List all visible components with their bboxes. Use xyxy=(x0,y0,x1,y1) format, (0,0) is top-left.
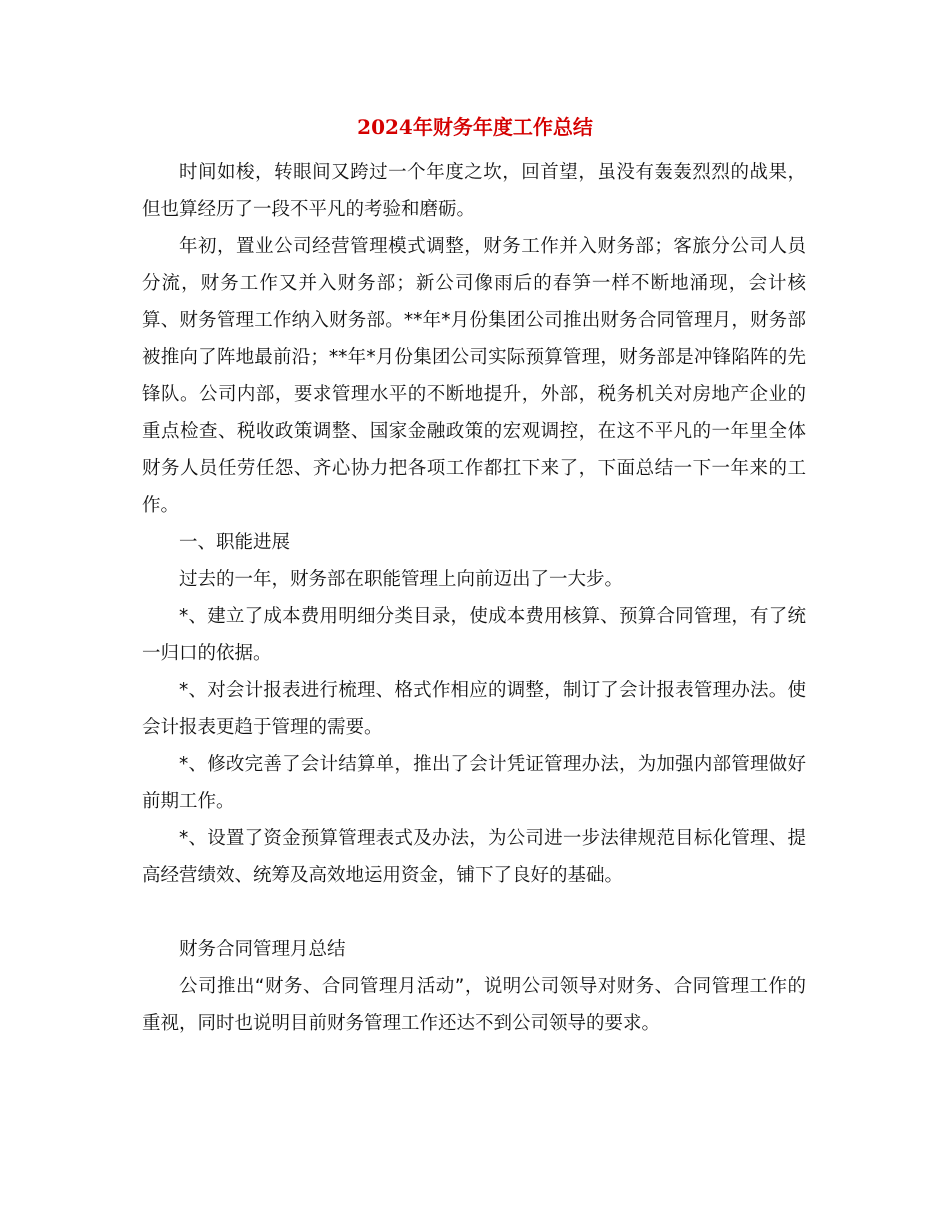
paragraph-overview: 年初，置业公司经营管理模式调整，财务工作并入财务部；客旅分公司人员分流，财务工作又并入财务部；新公司像雨后的春笋一样不断地涌现，会计核算、财务管理工作纳入财务部。**年*月份集团公司推出财务合同管理月，财务部被推向了阵地最前沿；**年*月份集团公司实际预算管理，财务部是冲锋陷阵的先锋队。公司内部，要求管理水平的不断地提升，外部，税务机关对房地产企业的重点检查、税收政策调整、国家金融政策的宏观调控，在这不平凡的一年里全体财务人员任劳任怨、齐心协力把各项工作都扛下来了，下面总结一下一年来的工作。 xyxy=(142,236,806,516)
document-title: 2024年财务年度工作总结 xyxy=(357,115,593,139)
section-heading-function-progress: 一、职能进展 xyxy=(179,532,291,553)
paragraph-contract-month: 公司推出“财务、合同管理月活动”，说明公司领导对财务、合同管理工作的重视，同时也说明目前财务管理工作还达不到公司领导的要求。 xyxy=(142,976,806,1034)
list-item-report-format: *、对会计报表进行梳理、格式作相应的调整，制订了会计报表管理办法。使会计报表更趋于管理的需要。 xyxy=(142,680,806,738)
list-item-cost-catalog: *、建立了成本费用明细分类目录，使成本费用核算、预算合同管理，有了统一归口的依据。 xyxy=(142,606,806,664)
paragraph-intro: 时间如梭，转眼间又跨过一个年度之坎，回首望，虽没有轰轰烈烈的战果，但也算经历了一段不平凡的考验和磨砺。 xyxy=(142,162,806,220)
paragraph-progress-summary: 过去的一年，财务部在职能管理上向前迈出了一大步。 xyxy=(179,569,624,590)
list-item-fund-budget: *、设置了资金预算管理表式及办法，为公司进一步法律规范目标化管理、提高经营绩效、统筹及高效地运用资金，铺下了良好的基础。 xyxy=(142,828,806,886)
list-item-settlement-sheet: *、修改完善了会计结算单，推出了会计凭证管理办法，为加强内部管理做好前期工作。 xyxy=(142,754,806,812)
document-body xyxy=(142,154,806,1042)
section-heading-contract-month: 财务合同管理月总结 xyxy=(179,939,346,960)
